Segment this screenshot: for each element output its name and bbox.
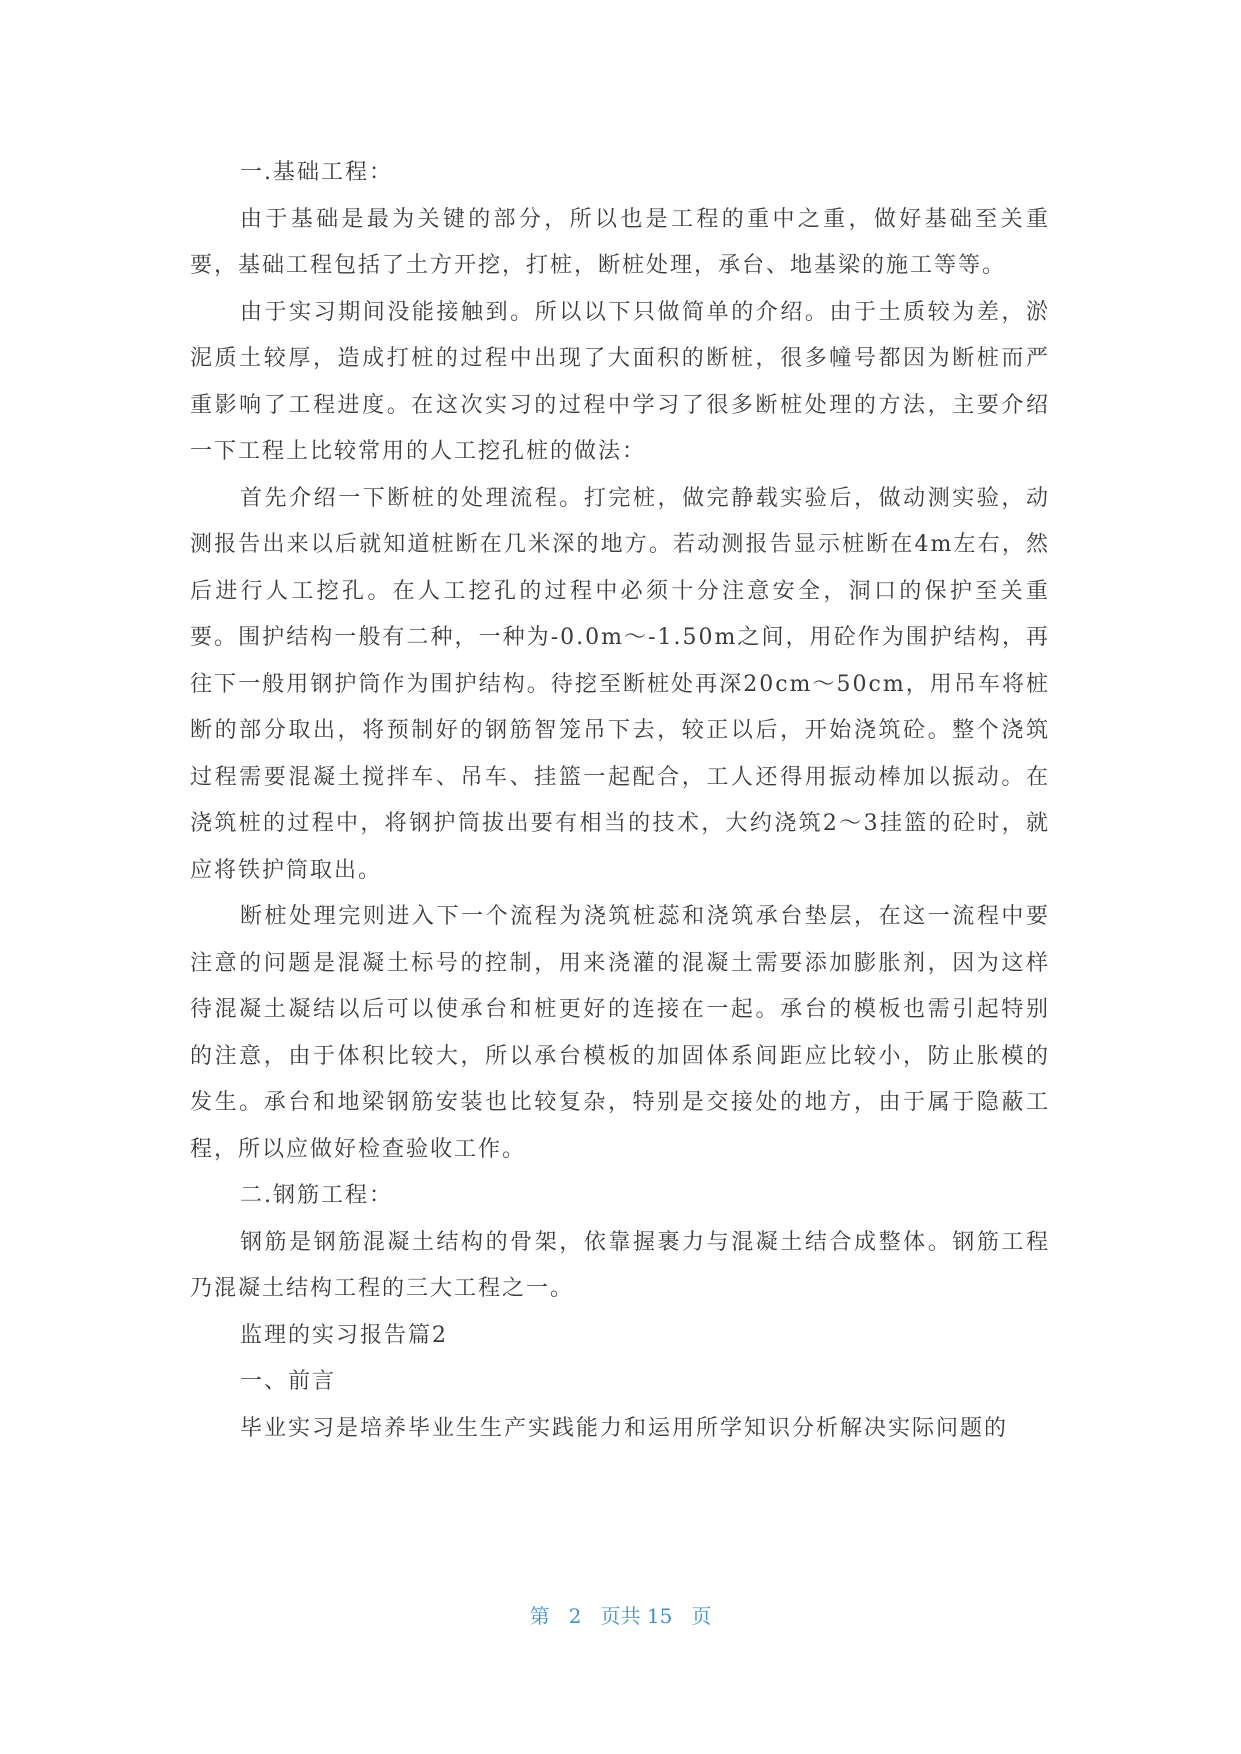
paragraph: 断桩处理完则进入下一个流程为浇筑桩蕊和浇筑承台垫层，在这一流程中要注意的问题是混凝土标号的控制，用来浇灌的混凝土需要添加膨胀剂，因为这样待混凝土凝结以后可以使承台和桩更好的连接在一起。承台的模板也需引起特别的注意，由于体积比较大，所以承台模板的加固体系间距应比较小，防止胀模的发生。承台和地梁钢筋安装也比较复杂，特别是交接处的地方，由于属于隐蔽工程，所以应做好检查验收工作。 xyxy=(190,904,1050,1162)
section-heading-preface: 一、前言 xyxy=(240,1369,337,1394)
paragraph: 首先介绍一下断桩的处理流程。打完桩，做完静载实验后，做动测实验，动测报告出来以后就知道桩断在几米深的地方。若动测报告显示桩断在4m左右，然后进行人工挖孔。在人工挖孔的过程中必须十分注意安全，洞口的保护至关重要。围护结构一般有二种，一种为-0.0m～-1.50m之间，用砼作为围护结构，再往下一般用钢护筒作为围护结构。待挖至断桩处再深20cm～50cm，用吊车将桩断的部分取出，将预制好的钢筋智笼吊下去，较正以后，开始浇筑砼。整个浇筑过程需要混凝土搅拌车、吊车、挂篮一起配合，工人还得用振动棒加以振动。在浇筑桩的过程中，将钢护筒拔出要有相当的技术，大约浇筑2～3挂篮的砼时，就应将铁护筒取出。 xyxy=(190,485,1050,883)
section-heading-foundation: 一.基础工程： xyxy=(240,160,393,185)
paragraph: 钢筋是钢筋混凝土结构的骨架，依靠握裹力与混凝土结合成整体。钢筋工程乃混凝土结构工程的三大工程之一。 xyxy=(190,1229,1050,1301)
paragraph: 由于基础是最为关键的部分，所以也是工程的重中之重，做好基础至关重要，基础工程包括了土方开挖，打桩，断桩处理，承台、地基梁的施工等等。 xyxy=(190,206,1050,278)
section-heading-rebar: 二.钢筋工程： xyxy=(240,1183,393,1208)
document-body xyxy=(190,150,1050,1452)
footer-prefix: 第 xyxy=(529,1604,550,1628)
page-footer xyxy=(0,1600,1241,1629)
paragraph: 由于实习期间没能接触到。所以以下只做简单的介绍。由于土质较为差，淤泥质土较厚，造成打桩的过程中出现了大面积的断桩，很多幢号都因为断桩而严重影响了工程进度。在这次实习的过程中学习了很多断桩处理的方法，主要介绍一下工程上比较常用的人工挖孔桩的做法： xyxy=(190,299,1050,464)
current-page-number: 2 xyxy=(568,1604,582,1628)
footer-middle: 页共 xyxy=(600,1604,641,1628)
paragraph: 毕业实习是培养毕业生生产实践能力和运用所学知识分析解决实际问题的 xyxy=(240,1415,1009,1441)
footer-suffix: 页 xyxy=(691,1604,712,1628)
total-pages: 15 xyxy=(646,1604,673,1628)
article-title: 监理的实习报告篇2 xyxy=(240,1322,448,1348)
